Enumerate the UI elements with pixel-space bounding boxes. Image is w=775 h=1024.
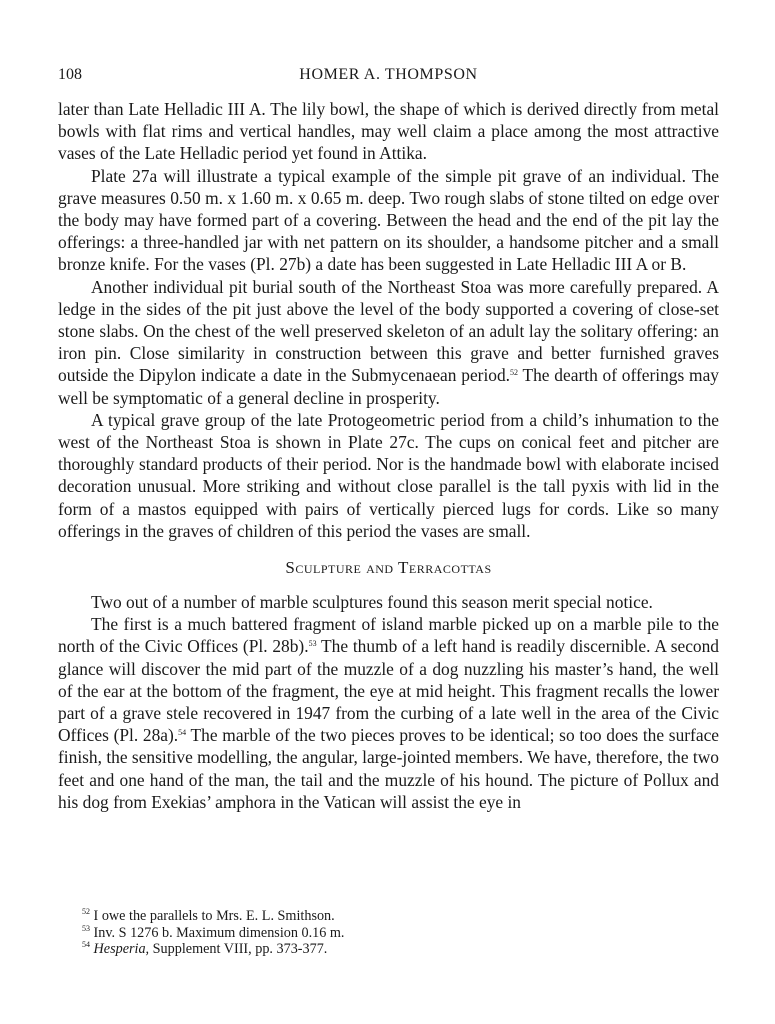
paragraph-6: The first is a much battered fragment of island marble picked up on a marble pile to the north of the Civic Offices (Pl. 28b).$^{53}$ The thumb of a left hand is readily discernible. A second glance will discover the mid part of the muzzle of a dog nuzzling his master’s hand, the well of the ear at the bottom of the fragment, the eye at mid height. This fragment recalls the lower part of a grave stele recovered in 1947 from the curbing of a late well in the area of the Civic Offices (Pl. 28a).$^{54}$ The marble of the two pieces proves to be identical; so too does the surface finish, the sensitive modelling, the angular, large-jointed members. We have, therefore, the two feet and one hand of the man, the tail and the muzzle of his hound. The picture of Pollux and his dog from Exekias’ amphora in the Vatican will assist the eye in — [58, 614, 720, 812]
footnote-54: $^{54}$ Hesperia, Supplement VIII, pp. 373-377. — [82, 940, 328, 957]
page-number: 108 — [58, 66, 82, 83]
footnote-ref-53: 53 — [308, 639, 317, 649]
page-header — [58, 66, 719, 88]
footnote-ref-52: 52 — [510, 368, 519, 378]
running-head: HOMER A. THOMPSON — [299, 66, 478, 83]
footnotes — [58, 908, 719, 958]
paragraph-3: Another individual pit burial south of the Northeast Stoa was more carefully prepared. A ledge in the sides of the pit just above the level of the body supported a covering of close-set stone slabs. On the chest of the well preserved skeleton of an adult lay the solitary offering: an iron pin. Close similarity in construction between this grave and better furnished graves outside the Dipylon indicate a date in the Submycenaean period.$^{52}$ The dearth of offerings may well be symptomatic of a general decline in prosperity. — [58, 276, 719, 408]
footnote-53: $^{53}$ Inv. S 1276 b. Maximum dimension 0.16 m. — [82, 923, 345, 941]
section-heading: Sculpture and Terracottas — [285, 558, 492, 578]
paragraph-4: A typical grave group of the late Protogeometric period from a child’s inhumation to the west of the Northeast Stoa is shown in Plate 27c. The cups on conical feet and pitcher are thoroughly standard products of their period. Nor is the handmade bowl with elaborate incised decoration unusual. More striking and without close parallel is the tall pyxis with lid in the form of a mastos equipped with pairs of vertically pierced lugs for cords. Like so many offerings in the graves of children of this period the vases are small. — [58, 409, 719, 541]
body-text — [58, 98, 719, 813]
paragraph-1: later than Late Helladic III A. The lily bowl, the shape of which is derived directly from metal bowls with flat rims and vertical handles, may well claim a place among the most attractive vases of the Late Helladic period yet found in Attika. — [58, 99, 719, 164]
paragraph-2: Plate 27a will illustrate a typical example of the simple pit grave of an individual. The grave measures 0.50 m. x 1.60 m. x 0.65 m. deep. Two rough slabs of stone tilted on edge over the body may have formed part of a covering. Between the head and the end of the pit lay the offerings: a three-handled jar with net pattern on its shoulder, a handsome pitcher and a small bronze knife. For the vases (Pl. 27b) a date has been suggested in Late Helladic III A or B. — [58, 165, 719, 275]
footnote-52: $^{52}$ I owe the parallels to Mrs. E. L. Smithson. — [82, 907, 335, 924]
footnote-ref-54: 54 — [178, 728, 187, 738]
paragraph-5: Two out of a number of marble sculptures found this season merit special notice. — [91, 592, 653, 613]
